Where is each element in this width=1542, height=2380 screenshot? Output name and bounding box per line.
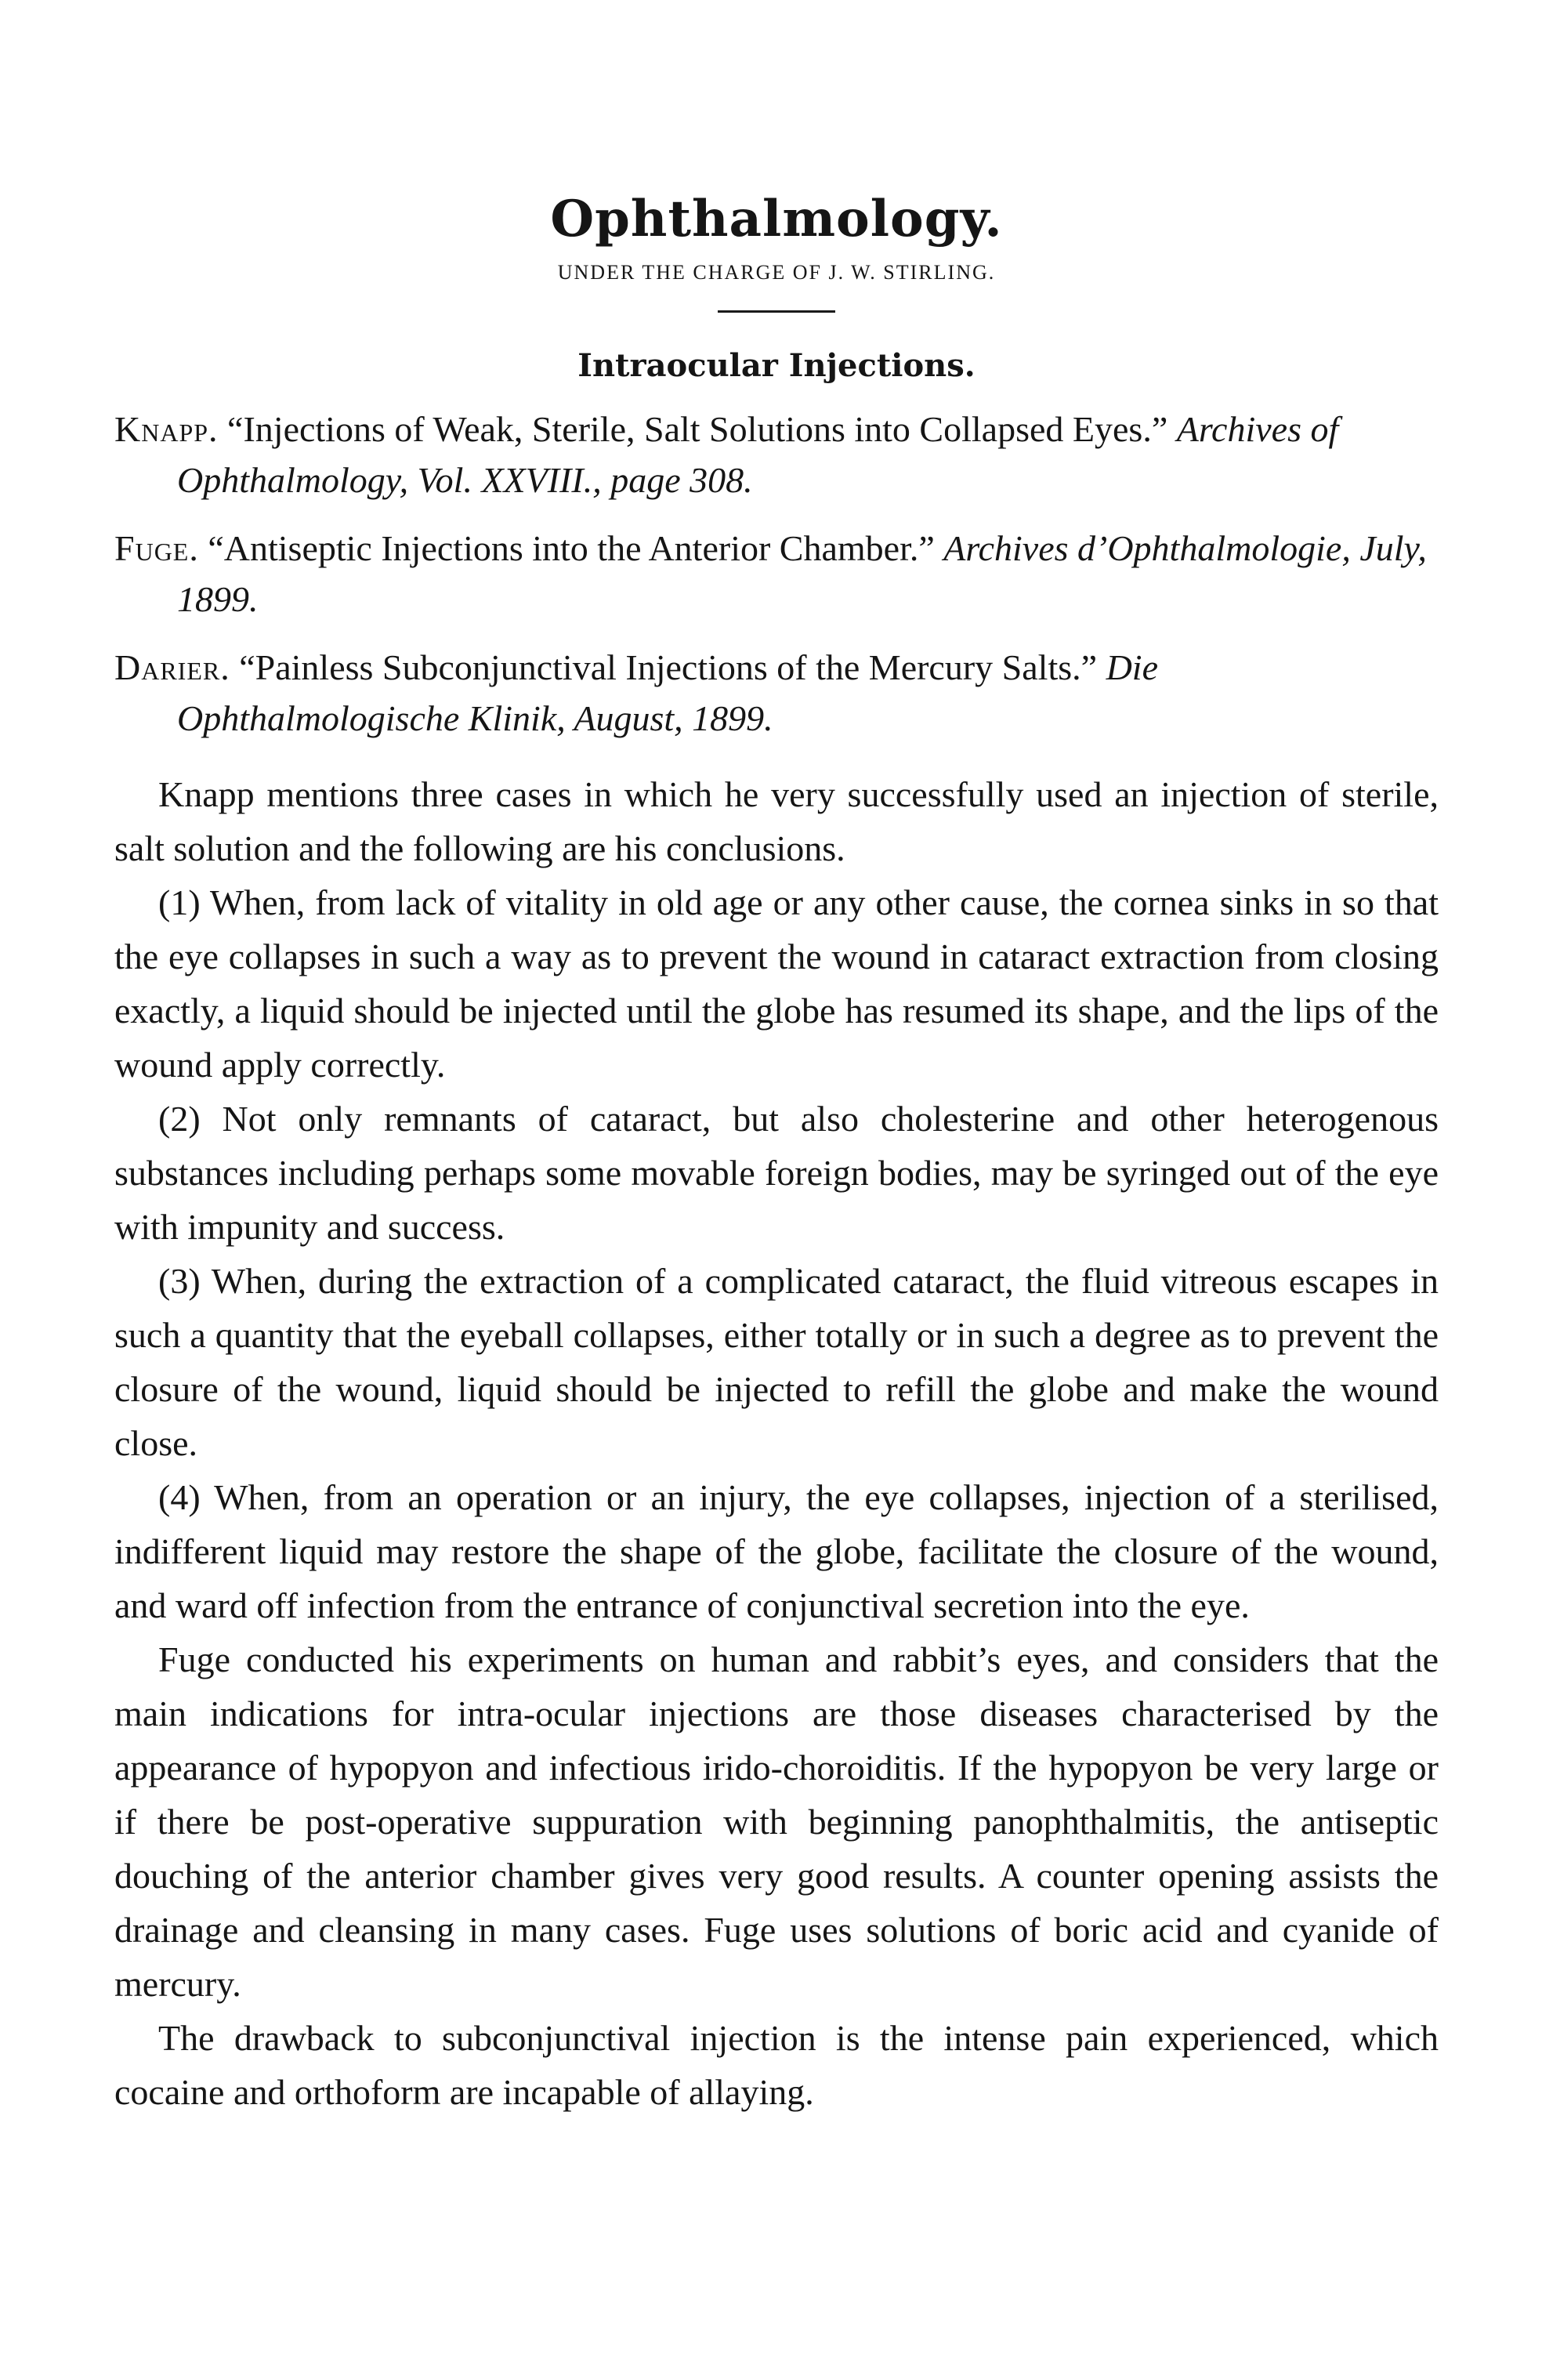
- body-paragraph: (4) When, from an operation or an injury, the eye collapses, injection of a sterilised, indifferent liquid may restore the shape of the globe, facilitate the closure of the wound, and ward off infection from the entrance of conjunctival secretion into the eye.: [114, 1477, 1439, 1625]
- body-paragraph: (2) Not only remnants of cataract, but also cholesterine and other heterogenous substances including perhaps some movable foreign bodies, may be syringed out of the eye with impunity and success.: [114, 1099, 1439, 1247]
- article-body: [114, 767, 1439, 2119]
- department-title: Ophthalmology.: [550, 190, 1003, 248]
- body-paragraph: Fuge conducted his experiments on human and rabbit’s eyes, and considers that the main indications for intra-ocular injections are those diseases characterised by the appearance of hypopyon and infectious irido-choroiditis. If the hypopyon be very large or if there be post-operative suppuration with beginning panophthalmitis, the antiseptic douching of the anterior chamber gives very good results. A counter opening assists the drainage and cleansing in many cases. Fuge uses solutions of boric acid and cyanide of mercury.: [114, 1639, 1439, 2004]
- reference-journal: Archives d’Ophthalmologie, July, 1899.: [177, 528, 1427, 619]
- reference-author: Darier.: [114, 647, 230, 687]
- reference-item: [114, 642, 1439, 744]
- article-heading: Intraocular Injections.: [577, 347, 976, 384]
- editor-line: UNDER THE CHARGE OF J. W. STIRLING.: [557, 261, 996, 284]
- journal-page: [114, 188, 1439, 2119]
- body-paragraph: Knapp mentions three cases in which he very successfully used an injection of sterile, salt solution and the following are his conclusions.: [114, 774, 1439, 868]
- reference-item: [114, 404, 1439, 505]
- header-divider: [718, 310, 835, 313]
- reference-title: “Antiseptic Injections into the Anterior Chamber.”: [208, 528, 935, 568]
- body-paragraph: (3) When, during the extraction of a complicated cataract, the fluid vitreous escapes in such a quantity that the eyeball collapses, either totally or in such a degree as to prevent the closure of the wound, liquid should be injected to refill the globe and make the wound close.: [114, 1261, 1439, 1463]
- reference-list: [114, 404, 1439, 744]
- reference-journal: Die Ophthalmologische Klinik, August, 1899.: [177, 647, 1158, 738]
- reference-item: [114, 523, 1439, 625]
- reference-title: “Painless Subconjunctival Injections of the Mercury Salts.”: [239, 647, 1098, 687]
- reference-author: Fuge.: [114, 528, 199, 568]
- body-paragraph: (1) When, from lack of vitality in old age or any other cause, the cornea sinks in so that the eye collapses in such a way as to prevent the wound in cataract extraction from closing exactly, a liquid should be injected until the globe has resumed its shape, and the lips of the wound apply correctly.: [114, 882, 1439, 1085]
- reference-journal: Archives of Ophthalmology, Vol. XXVIII., page 308.: [177, 409, 1339, 500]
- reference-author: Knapp.: [114, 409, 219, 449]
- body-paragraph: The drawback to subconjunctival injection is the intense pain experienced, which cocaine and orthoform are incapable of allaying.: [114, 2018, 1439, 2112]
- section-header: [114, 188, 1439, 313]
- reference-title: “Injections of Weak, Sterile, Salt Solutions into Collapsed Eyes.”: [227, 409, 1168, 449]
